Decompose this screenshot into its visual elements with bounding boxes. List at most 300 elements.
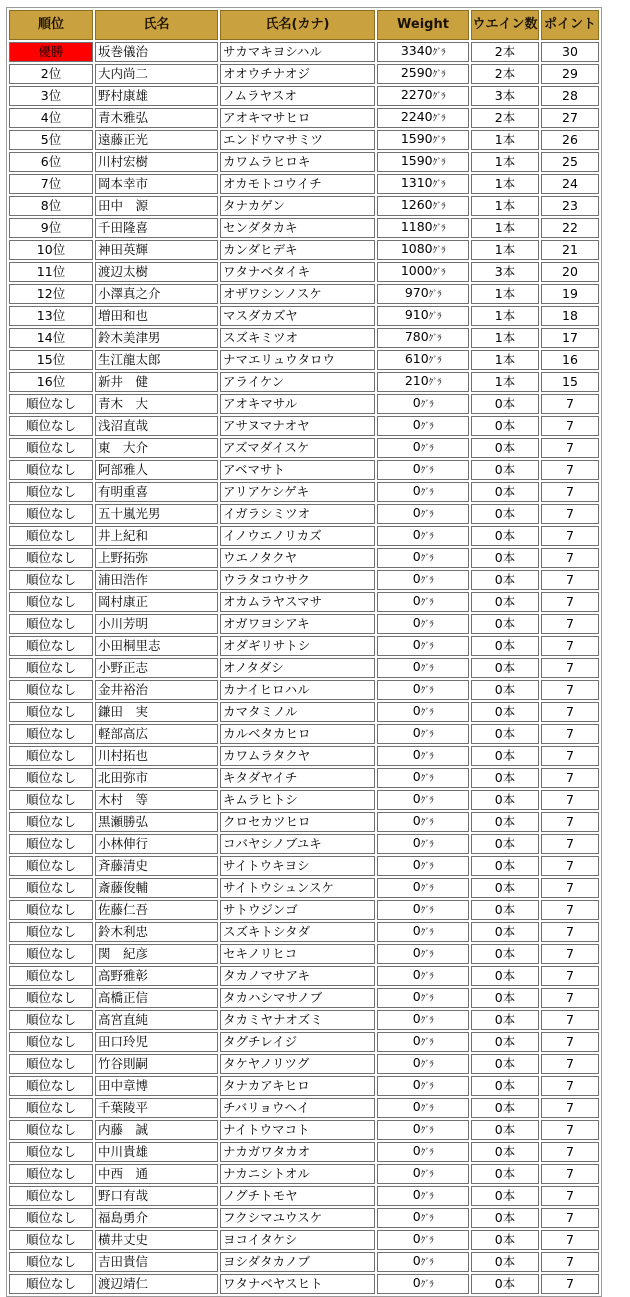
count-value: 0 (494, 1232, 503, 1247)
points-cell: 7 (541, 1274, 599, 1294)
kana-cell: アオキマサル (220, 394, 375, 414)
name-cell: 中西 通 (95, 1164, 218, 1184)
kana-cell: ノグチトモヤ (220, 1186, 375, 1206)
rank-cell: 順位なし (9, 1230, 93, 1250)
kana-cell: ナカニシトオル (220, 1164, 375, 1184)
name-cell: 田口玲児 (95, 1032, 218, 1052)
kana-cell: タナカゲン (220, 196, 375, 216)
weight-value: 0 (412, 549, 421, 564)
kana-cell: タグチレイジ (220, 1032, 375, 1052)
header-rank: 順位 (9, 10, 93, 40)
count-unit: 本 (502, 814, 516, 829)
weight-cell (377, 636, 469, 656)
weight-value: 0 (412, 681, 421, 696)
weight-cell (377, 1010, 469, 1030)
weight-unit: ｸﾞﾗ (428, 356, 442, 366)
count-unit: 本 (502, 1210, 516, 1225)
table-row (9, 1032, 599, 1052)
weight-unit: ｸﾞﾗ (420, 1082, 434, 1092)
kana-cell: アサヌマナオヤ (220, 416, 375, 436)
rank-cell: 順位なし (9, 394, 93, 414)
weight-value: 0 (412, 461, 421, 476)
points-cell: 7 (541, 460, 599, 480)
rank-cell: 順位なし (9, 768, 93, 788)
points-cell: 7 (541, 592, 599, 612)
table-row (9, 1054, 599, 1074)
weight-cell (377, 1142, 469, 1162)
weight-unit: ｸﾞﾗ (432, 246, 446, 256)
points-cell: 19 (541, 284, 599, 304)
rank-cell: 順位なし (9, 1010, 93, 1030)
kana-cell: スズキトシタダ (220, 922, 375, 942)
rank-cell: 8位 (9, 196, 93, 216)
count-value: 1 (494, 132, 503, 147)
table-row (9, 1142, 599, 1162)
weight-value: 0 (412, 725, 421, 740)
kana-cell: アライケン (220, 372, 375, 392)
count-unit: 本 (502, 440, 516, 455)
points-cell: 7 (541, 438, 599, 458)
points-cell: 7 (541, 1142, 599, 1162)
weight-value: 0 (412, 813, 421, 828)
name-cell: 増田和也 (95, 306, 218, 326)
weight-value: 1080 (400, 241, 433, 256)
count-unit: 本 (502, 638, 516, 653)
rank-cell: 順位なし (9, 570, 93, 590)
rank-cell: 順位なし (9, 636, 93, 656)
rank-cell: 順位なし (9, 746, 93, 766)
count-unit: 本 (502, 396, 516, 411)
rank-cell: 順位なし (9, 988, 93, 1008)
name-cell: 渡辺靖仁 (95, 1274, 218, 1294)
count-unit: 本 (502, 704, 516, 719)
rank-cell: 12位 (9, 284, 93, 304)
kana-cell: タカノマサアキ (220, 966, 375, 986)
weight-value: 1260 (400, 197, 433, 212)
count-value: 0 (494, 396, 503, 411)
weight-unit: ｸﾞﾗ (420, 1038, 434, 1048)
points-cell: 22 (541, 218, 599, 238)
header-row (9, 10, 599, 40)
weight-cell (377, 416, 469, 436)
table-row (9, 1076, 599, 1096)
count-value: 0 (494, 1254, 503, 1269)
count-value: 0 (494, 550, 503, 565)
rank-cell: 順位なし (9, 1142, 93, 1162)
rank-cell: 5位 (9, 130, 93, 150)
kana-cell: タナカアキヒロ (220, 1076, 375, 1096)
weight-value: 0 (412, 615, 421, 630)
count-cell (471, 1076, 539, 1096)
table-row (9, 658, 599, 678)
points-cell: 7 (541, 1164, 599, 1184)
count-cell (471, 86, 539, 106)
count-unit: 本 (502, 308, 516, 323)
weight-cell (377, 504, 469, 524)
kana-cell: ナマエリュウタロウ (220, 350, 375, 370)
count-cell (471, 504, 539, 524)
rank-cell: 順位なし (9, 416, 93, 436)
kana-cell: カワムラタクヤ (220, 746, 375, 766)
weight-value: 2270 (400, 87, 433, 102)
count-unit: 本 (502, 858, 516, 873)
points-cell: 18 (541, 306, 599, 326)
count-cell (471, 394, 539, 414)
name-cell: 阿部雅人 (95, 460, 218, 480)
rank-cell: 順位なし (9, 680, 93, 700)
table-row (9, 680, 599, 700)
name-cell: 小川芳明 (95, 614, 218, 634)
weight-unit: ｸﾞﾗ (432, 158, 446, 168)
weight-value: 0 (412, 527, 421, 542)
count-unit: 本 (502, 44, 516, 59)
kana-cell: センダタカキ (220, 218, 375, 238)
name-cell: 木村 等 (95, 790, 218, 810)
weight-cell (377, 900, 469, 920)
weight-unit: ｸﾞﾗ (432, 92, 446, 102)
count-unit: 本 (502, 968, 516, 983)
weight-cell (377, 1208, 469, 1228)
table-row (9, 878, 599, 898)
count-cell (471, 262, 539, 282)
kana-cell: ワタナベヤスヒト (220, 1274, 375, 1294)
count-unit: 本 (502, 110, 516, 125)
weight-cell (377, 1054, 469, 1074)
kana-cell: ノムラヤスオ (220, 86, 375, 106)
table-row (9, 966, 599, 986)
weight-value: 0 (412, 1253, 421, 1268)
table-row (9, 504, 599, 524)
table-row (9, 746, 599, 766)
count-value: 3 (494, 88, 503, 103)
rank-cell: 順位なし (9, 1054, 93, 1074)
weight-value: 610 (404, 351, 429, 366)
table-row (9, 328, 599, 348)
weight-unit: ｸﾞﾗ (420, 1214, 434, 1224)
kana-cell: オザワシンノスケ (220, 284, 375, 304)
weight-value: 0 (412, 1033, 421, 1048)
weight-value: 0 (412, 1121, 421, 1136)
weight-cell (377, 1120, 469, 1140)
table-row (9, 196, 599, 216)
table-row (9, 702, 599, 722)
count-unit: 本 (502, 1232, 516, 1247)
weight-unit: ｸﾞﾗ (420, 928, 434, 938)
weight-unit: ｸﾞﾗ (420, 906, 434, 916)
name-cell: 斎藤俊輔 (95, 878, 218, 898)
name-cell: 内藤 誠 (95, 1120, 218, 1140)
name-cell: 岡本幸市 (95, 174, 218, 194)
count-unit: 本 (502, 286, 516, 301)
name-cell: 新井 健 (95, 372, 218, 392)
table-row (9, 372, 599, 392)
table-row (9, 1252, 599, 1272)
kana-cell: キタダヤイチ (220, 768, 375, 788)
name-cell: 五十嵐光男 (95, 504, 218, 524)
rank-cell: 順位なし (9, 900, 93, 920)
count-value: 1 (494, 330, 503, 345)
kana-cell: ワタナベタイキ (220, 262, 375, 282)
kana-cell: ウラタコウサク (220, 570, 375, 590)
count-value: 0 (494, 572, 503, 587)
table-row (9, 988, 599, 1008)
name-cell: 北田弥市 (95, 768, 218, 788)
points-cell: 7 (541, 394, 599, 414)
weight-cell (377, 42, 469, 62)
points-cell: 7 (541, 856, 599, 876)
points-cell: 7 (541, 768, 599, 788)
count-value: 0 (494, 836, 503, 851)
weight-unit: ｸﾞﾗ (428, 312, 442, 322)
weight-value: 1000 (400, 263, 433, 278)
count-value: 0 (494, 1056, 503, 1071)
weight-unit: ｸﾞﾗ (432, 136, 446, 146)
count-cell (471, 1274, 539, 1294)
count-value: 1 (494, 220, 503, 235)
points-cell: 7 (541, 702, 599, 722)
weight-unit: ｸﾞﾗ (420, 752, 434, 762)
count-cell (471, 460, 539, 480)
count-value: 1 (494, 154, 503, 169)
count-cell (471, 790, 539, 810)
weight-unit: ｸﾞﾗ (420, 554, 434, 564)
weight-unit: ｸﾞﾗ (420, 1192, 434, 1202)
count-unit: 本 (502, 132, 516, 147)
count-value: 0 (494, 682, 503, 697)
points-cell: 30 (541, 42, 599, 62)
count-unit: 本 (502, 1078, 516, 1093)
rank-cell: 4位 (9, 108, 93, 128)
rank-cell: 7位 (9, 174, 93, 194)
kana-cell: イノウエノリカズ (220, 526, 375, 546)
points-cell: 7 (541, 658, 599, 678)
count-cell (471, 1032, 539, 1052)
weight-value: 910 (404, 307, 429, 322)
weight-unit: ｸﾞﾗ (420, 1148, 434, 1158)
points-cell: 7 (541, 724, 599, 744)
rank-cell: 順位なし (9, 790, 93, 810)
weight-cell (377, 1230, 469, 1250)
table-row (9, 218, 599, 238)
name-cell: 小野正志 (95, 658, 218, 678)
kana-cell: オカモトコウイチ (220, 174, 375, 194)
table-row (9, 900, 599, 920)
count-unit: 本 (502, 154, 516, 169)
weight-unit: ｸﾞﾗ (432, 202, 446, 212)
name-cell: 鈴木利忠 (95, 922, 218, 942)
weight-cell (377, 592, 469, 612)
points-cell: 29 (541, 64, 599, 84)
count-value: 1 (494, 308, 503, 323)
kana-cell: カルベタカヒロ (220, 724, 375, 744)
name-cell: 中川貴雄 (95, 1142, 218, 1162)
weight-value: 0 (412, 901, 421, 916)
weight-cell (377, 746, 469, 766)
kana-cell: セキノリヒコ (220, 944, 375, 964)
name-cell: 千田隆喜 (95, 218, 218, 238)
count-cell (471, 438, 539, 458)
weight-cell (377, 1186, 469, 1206)
count-unit: 本 (502, 220, 516, 235)
count-value: 0 (494, 1276, 503, 1291)
weight-unit: ｸﾞﾗ (420, 818, 434, 828)
count-unit: 本 (502, 264, 516, 279)
table-row (9, 1186, 599, 1206)
points-cell: 7 (541, 526, 599, 546)
count-cell (471, 218, 539, 238)
rank-cell: 2位 (9, 64, 93, 84)
table-row (9, 64, 599, 84)
rank-cell: 6位 (9, 152, 93, 172)
table-row (9, 86, 599, 106)
table-row (9, 108, 599, 128)
weight-unit: ｸﾞﾗ (420, 1126, 434, 1136)
weight-cell (377, 658, 469, 678)
weight-cell (377, 1274, 469, 1294)
kana-cell: オダギリサトシ (220, 636, 375, 656)
count-cell (471, 658, 539, 678)
weight-value: 0 (412, 835, 421, 850)
count-unit: 本 (502, 1276, 516, 1291)
count-unit: 本 (502, 352, 516, 367)
weight-unit: ｸﾞﾗ (428, 334, 442, 344)
table-row (9, 812, 599, 832)
points-cell: 7 (541, 1098, 599, 1118)
count-value: 1 (494, 198, 503, 213)
rank-cell: 順位なし (9, 1076, 93, 1096)
rank-cell: 順位なし (9, 592, 93, 612)
count-cell (471, 306, 539, 326)
rank-cell: 順位なし (9, 878, 93, 898)
count-cell (471, 922, 539, 942)
count-unit: 本 (502, 1122, 516, 1137)
table-row (9, 834, 599, 854)
count-value: 0 (494, 1100, 503, 1115)
count-cell (471, 1098, 539, 1118)
count-value: 0 (494, 638, 503, 653)
points-cell: 7 (541, 812, 599, 832)
points-cell: 7 (541, 1230, 599, 1250)
weight-unit: ｸﾞﾗ (420, 642, 434, 652)
table-row (9, 174, 599, 194)
table-row (9, 592, 599, 612)
count-cell (471, 1120, 539, 1140)
weight-unit: ｸﾞﾗ (420, 510, 434, 520)
count-value: 0 (494, 726, 503, 741)
count-cell (471, 988, 539, 1008)
weight-cell (377, 350, 469, 370)
weight-unit: ｸﾞﾗ (420, 1104, 434, 1114)
table-row (9, 350, 599, 370)
points-cell: 7 (541, 614, 599, 634)
weight-cell (377, 130, 469, 150)
rank-cell: 順位なし (9, 438, 93, 458)
kana-cell: ヨシダタカノブ (220, 1252, 375, 1272)
table-row (9, 790, 599, 810)
kana-cell: コバヤシノブユキ (220, 834, 375, 854)
count-unit: 本 (502, 660, 516, 675)
count-unit: 本 (502, 1188, 516, 1203)
points-cell: 7 (541, 878, 599, 898)
table-row (9, 438, 599, 458)
count-cell (471, 108, 539, 128)
count-value: 0 (494, 924, 503, 939)
name-cell: 野村康雄 (95, 86, 218, 106)
weight-unit: ｸﾞﾗ (420, 884, 434, 894)
weight-unit: ｸﾞﾗ (432, 180, 446, 190)
table-row (9, 284, 599, 304)
count-value: 1 (494, 176, 503, 191)
weight-unit: ｸﾞﾗ (420, 444, 434, 454)
points-cell: 7 (541, 636, 599, 656)
points-cell: 28 (541, 86, 599, 106)
count-value: 0 (494, 748, 503, 763)
weight-value: 0 (412, 1165, 421, 1180)
count-cell (471, 724, 539, 744)
kana-cell: タカハシマサノブ (220, 988, 375, 1008)
name-cell: 金井裕治 (95, 680, 218, 700)
table-row (9, 1120, 599, 1140)
weight-unit: ｸﾞﾗ (432, 48, 446, 58)
weight-value: 0 (412, 703, 421, 718)
weight-unit: ｸﾞﾗ (420, 598, 434, 608)
count-cell (471, 1186, 539, 1206)
table-row (9, 1164, 599, 1184)
rank-cell: 順位なし (9, 1208, 93, 1228)
count-cell (471, 1054, 539, 1074)
count-value: 1 (494, 352, 503, 367)
count-value: 0 (494, 880, 503, 895)
count-value: 0 (494, 858, 503, 873)
count-unit: 本 (502, 1012, 516, 1027)
rank-cell: 順位なし (9, 614, 93, 634)
count-value: 0 (494, 462, 503, 477)
ranking-table-body (9, 42, 599, 1294)
weight-value: 0 (412, 1231, 421, 1246)
count-cell (471, 196, 539, 216)
weight-cell (377, 878, 469, 898)
count-value: 2 (494, 44, 503, 59)
weight-unit: ｸﾞﾗ (420, 466, 434, 476)
table-row (9, 570, 599, 590)
count-cell (471, 64, 539, 84)
count-cell (471, 372, 539, 392)
weight-value: 0 (412, 637, 421, 652)
count-unit: 本 (502, 924, 516, 939)
name-cell: 高宮直純 (95, 1010, 218, 1030)
rank-cell: 16位 (9, 372, 93, 392)
name-cell: 上野拓弥 (95, 548, 218, 568)
weight-value: 0 (412, 879, 421, 894)
count-unit: 本 (502, 792, 516, 807)
weight-value: 0 (412, 1275, 421, 1290)
count-cell (471, 834, 539, 854)
weight-cell (377, 284, 469, 304)
weight-cell (377, 570, 469, 590)
count-unit: 本 (502, 990, 516, 1005)
count-value: 1 (494, 242, 503, 257)
name-cell: 関 紀彦 (95, 944, 218, 964)
weight-value: 0 (412, 417, 421, 432)
points-cell: 25 (541, 152, 599, 172)
name-cell: 渡辺太樹 (95, 262, 218, 282)
weight-cell (377, 108, 469, 128)
weight-unit: ｸﾞﾗ (420, 1258, 434, 1268)
weight-value: 0 (412, 1011, 421, 1026)
table-row (9, 614, 599, 634)
count-value: 0 (494, 902, 503, 917)
points-cell: 7 (541, 1076, 599, 1096)
